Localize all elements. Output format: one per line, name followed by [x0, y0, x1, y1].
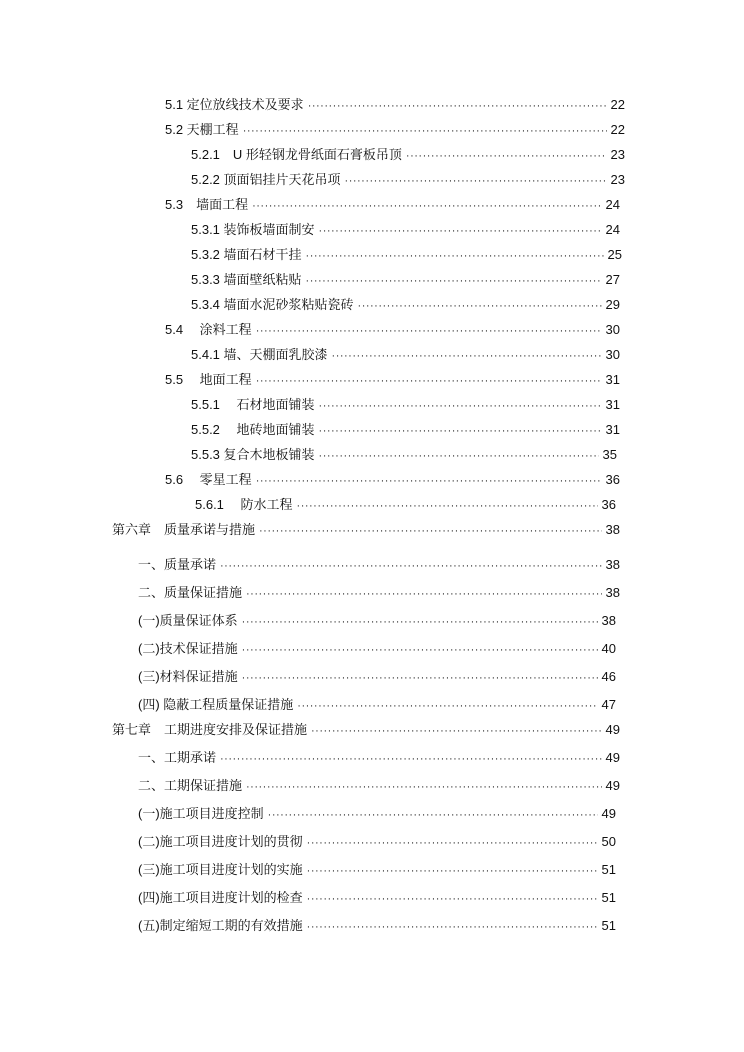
dot-leader	[307, 918, 598, 936]
dot-leader	[243, 122, 607, 140]
toc-page-number: 40	[601, 641, 616, 656]
toc-entry[interactable]	[165, 371, 620, 390]
toc-page-number: 51	[601, 862, 616, 877]
toc-entry[interactable]	[165, 96, 625, 115]
toc-page-number: 30	[605, 322, 620, 337]
toc-entry[interactable]	[138, 612, 616, 631]
dot-leader	[311, 722, 602, 740]
toc-page-number: 36	[605, 472, 620, 487]
toc-entry-label: (二)施工项目进度计划的贯彻	[138, 834, 303, 849]
toc-entry-label: 二、工期保证措施	[138, 778, 243, 793]
dot-leader	[306, 247, 604, 265]
toc-entry-label: (三)施工项目进度计划的实施	[138, 862, 303, 877]
toc-page-number: 24	[605, 222, 620, 237]
toc-entry-label: 5.3 墙面工程	[165, 197, 249, 212]
toc-entry-label: 5.4 涂料工程	[165, 322, 252, 337]
toc-entry[interactable]	[138, 889, 616, 908]
toc-entry-label: 5.3.4 墙面水泥砂浆粘贴瓷砖	[191, 297, 354, 312]
toc-page-number: 29	[605, 297, 620, 312]
dot-leader	[256, 322, 602, 340]
dot-leader	[242, 641, 598, 659]
dot-leader	[345, 172, 607, 190]
toc-entry[interactable]	[138, 917, 616, 936]
dot-leader	[220, 750, 602, 768]
toc-entry-label: 一、质量承诺	[138, 557, 217, 572]
toc-entry[interactable]	[138, 777, 620, 796]
toc-entry[interactable]	[165, 471, 620, 490]
toc-entry[interactable]	[138, 696, 616, 715]
toc-page-number: 51	[601, 918, 616, 933]
toc-entry[interactable]	[191, 146, 625, 165]
toc-entry-label: (五)制定缩短工期的有效措施	[138, 918, 303, 933]
toc-entry-label: 5.3.1 装饰板墙面制安	[191, 222, 315, 237]
toc-page-number: 31	[605, 422, 620, 437]
toc-entry-label: 5.2.1 U 形轻钢龙骨纸面石膏板吊顶	[191, 147, 402, 162]
toc-entry[interactable]	[138, 584, 620, 603]
toc-page-number: 49	[601, 806, 616, 821]
dot-leader	[246, 778, 602, 796]
toc-entry-label: (四) 隐蔽工程质量保证措施	[138, 697, 294, 712]
toc-entry-label: 5.3.3 墙面壁纸粘贴	[191, 272, 302, 287]
toc-page-number: 22	[610, 97, 625, 112]
toc-entry-label: (四)施工项目进度计划的检查	[138, 890, 303, 905]
toc-entry[interactable]	[191, 421, 620, 440]
dot-leader	[319, 397, 602, 415]
dot-leader	[246, 585, 602, 603]
toc-page-number: 51	[601, 890, 616, 905]
dot-leader	[242, 669, 598, 687]
dot-leader	[319, 422, 602, 440]
dot-leader	[252, 197, 601, 215]
toc-page-number: 27	[605, 272, 620, 287]
toc-entry[interactable]	[191, 246, 622, 265]
dot-leader	[242, 613, 598, 631]
toc-entry-label: 5.5 地面工程	[165, 372, 252, 387]
toc-page-number: 31	[605, 397, 620, 412]
toc-entry[interactable]	[191, 396, 620, 415]
toc-entry-label: 一、工期承诺	[138, 750, 217, 765]
toc-entry[interactable]	[191, 296, 620, 315]
toc-entry[interactable]	[138, 833, 616, 852]
dot-leader	[332, 347, 602, 365]
toc-entry-label: (二)技术保证措施	[138, 641, 238, 656]
toc-entry-label: 5.5.2 地砖地面铺装	[191, 422, 315, 437]
toc-page-number: 49	[605, 722, 620, 737]
toc-entry-label: 5.5.3 复合木地板铺装	[191, 447, 315, 462]
toc-page-number: 22	[610, 122, 625, 137]
toc-entry-label: 5.4.1 墙、天棚面乳胶漆	[191, 347, 328, 362]
toc-entry[interactable]	[112, 721, 620, 740]
toc-page-number: 38	[601, 613, 616, 628]
toc-entry[interactable]	[191, 446, 617, 465]
toc-entry-label: 5.5.1 石材地面铺装	[191, 397, 315, 412]
toc-entry[interactable]	[191, 271, 620, 290]
toc-page-number: 25	[607, 247, 622, 262]
toc-page-number: 47	[601, 697, 616, 712]
toc-entry[interactable]	[112, 521, 620, 540]
dot-leader	[319, 222, 602, 240]
dot-leader	[358, 297, 602, 315]
toc-entry-label: 5.2.2 顶面铝挂片天花吊项	[191, 172, 341, 187]
toc-page-number: 31	[605, 372, 620, 387]
toc-page-number: 23	[610, 147, 625, 162]
toc-entry[interactable]	[138, 668, 616, 687]
toc-entry-label: (三)材料保证措施	[138, 669, 238, 684]
toc-page-number: 35	[602, 447, 617, 462]
toc-entry[interactable]	[138, 640, 616, 659]
toc-entry[interactable]	[138, 805, 616, 824]
dot-leader	[220, 557, 602, 575]
dot-leader	[406, 147, 607, 165]
toc-page-number: 50	[601, 834, 616, 849]
dot-leader	[256, 472, 602, 490]
toc-entry-label: 5.1 定位放线技术及要求	[165, 97, 304, 112]
toc-page-number: 49	[605, 750, 620, 765]
toc-entry-label: 5.3.2 墙面石材干挂	[191, 247, 302, 262]
toc-entry[interactable]	[138, 556, 620, 575]
dot-leader	[297, 497, 598, 515]
toc-entry[interactable]	[165, 121, 625, 140]
toc-entry-label: (一)施工项目进度控制	[138, 806, 264, 821]
toc-entry[interactable]	[191, 221, 620, 240]
toc-entry-label: 5.6.1 防水工程	[195, 497, 293, 512]
toc-page-number: 24	[605, 197, 620, 212]
dot-leader	[307, 862, 598, 880]
toc-entry[interactable]	[165, 196, 620, 215]
toc-page-number: 36	[601, 497, 616, 512]
dot-leader	[256, 372, 602, 390]
toc-entry-label: 5.6 零星工程	[165, 472, 252, 487]
dot-leader	[268, 806, 598, 824]
toc-page-number: 23	[610, 172, 625, 187]
toc-entry[interactable]	[191, 171, 625, 190]
toc-entry[interactable]	[138, 749, 620, 768]
dot-leader	[297, 697, 597, 715]
toc-entry[interactable]	[165, 321, 620, 340]
toc-page-number: 38	[605, 522, 620, 537]
toc-entry[interactable]	[195, 496, 616, 515]
dot-leader	[307, 834, 598, 852]
toc-page-number: 38	[605, 585, 620, 600]
toc-page-number: 30	[605, 347, 620, 362]
toc-entry-label: 5.2 天棚工程	[165, 122, 239, 137]
toc-entry-label: 二、质量保证措施	[138, 585, 243, 600]
dot-leader	[306, 272, 602, 290]
dot-leader	[319, 447, 599, 465]
dot-leader	[308, 97, 607, 115]
toc-entry-label: 第七章 工期进度安排及保证措施	[112, 722, 308, 737]
toc-entry-label: 第六章 质量承诺与措施	[112, 522, 256, 537]
toc-entry-label: (一)质量保证体系	[138, 613, 238, 628]
dot-leader	[307, 890, 598, 908]
toc-entry[interactable]	[191, 346, 620, 365]
toc-page-number: 38	[605, 557, 620, 572]
toc-page-number: 46	[601, 669, 616, 684]
toc-page-number: 49	[605, 778, 620, 793]
dot-leader	[259, 522, 602, 540]
toc-entry[interactable]	[138, 861, 616, 880]
